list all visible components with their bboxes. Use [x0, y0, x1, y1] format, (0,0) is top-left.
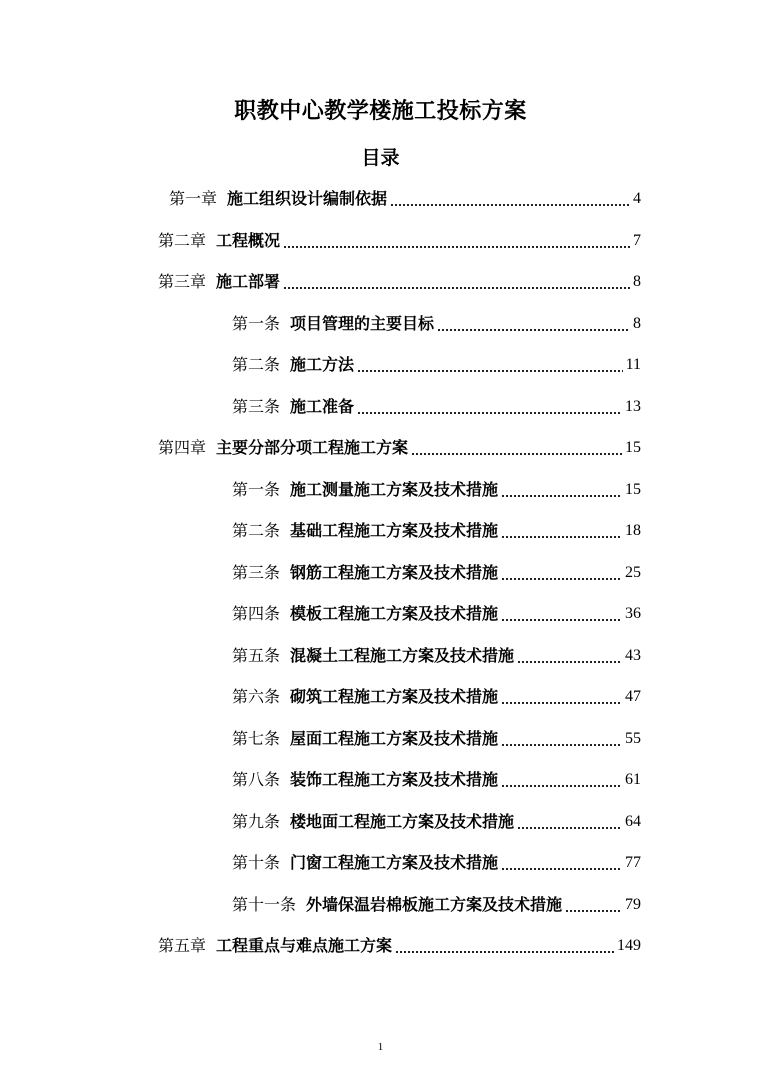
toc-entry-title: 外墙保温岩棉板施工方案及技术措施 — [306, 894, 563, 914]
toc-entry-title: 施工组织设计编制依据 — [227, 189, 388, 208]
toc-entry-page: 15 — [625, 480, 641, 498]
toc-entry-title: 砌筑工程施工方案及技术措施 — [290, 687, 499, 706]
toc-entry-number: 第十一条 — [232, 894, 297, 914]
toc-entry-number: 第八条 — [232, 770, 281, 789]
toc-entry[interactable] — [232, 722, 641, 750]
toc-entry-page: 47 — [625, 688, 641, 705]
toc-dot-leader — [501, 702, 622, 704]
toc-entry-number: 第四条 — [232, 604, 281, 623]
toc-entry-page: 7 — [633, 231, 641, 249]
toc-entry-page: 8 — [633, 273, 641, 290]
toc-entry-page: 149 — [617, 937, 641, 954]
toc-entry-page: 25 — [625, 563, 641, 581]
toc-entry-number: 第七条 — [232, 728, 281, 748]
toc-entry-number: 第五章 — [158, 936, 207, 955]
toc-entry-page: 4 — [633, 190, 641, 207]
toc-entry-number: 第一章 — [169, 189, 218, 208]
toc-entry[interactable] — [232, 514, 641, 542]
toc-entry-title: 施工部署 — [216, 272, 281, 291]
toc-dot-leader — [395, 951, 614, 953]
toc-entry-title: 楼地面工程施工方案及技术措施 — [290, 811, 515, 831]
toc-entry[interactable] — [232, 805, 641, 833]
toc-entry[interactable] — [232, 473, 641, 501]
toc-entry-number: 第二条 — [232, 355, 281, 374]
toc-entry-number: 第一条 — [232, 313, 281, 333]
toc-entry-page: 64 — [625, 812, 641, 830]
toc-entry-page: 43 — [625, 646, 641, 664]
toc-entry-page: 79 — [625, 895, 641, 913]
toc-dot-leader — [501, 536, 622, 538]
toc-entry-page: 77 — [625, 854, 641, 871]
toc-entry-title: 工程重点与难点施工方案 — [216, 936, 393, 955]
toc-dot-leader — [501, 619, 622, 621]
toc-entry[interactable] — [158, 224, 641, 252]
toc-dot-leader — [501, 495, 622, 497]
toc-dot-leader — [283, 287, 630, 289]
toc-entry-number: 第三章 — [158, 272, 207, 291]
toc-entry-title: 施工准备 — [290, 396, 355, 416]
toc-entry[interactable] — [232, 888, 641, 916]
toc-dot-leader — [517, 661, 622, 663]
toc-dot-leader — [501, 578, 622, 580]
toc-entry-title: 施工测量施工方案及技术措施 — [290, 479, 499, 499]
toc-entry-page: 13 — [625, 397, 641, 415]
toc-dot-leader — [501, 868, 622, 870]
toc-dot-leader — [283, 246, 630, 248]
toc-dot-leader — [437, 329, 630, 331]
toc-entry[interactable] — [232, 846, 641, 874]
toc-entry-page: 55 — [625, 729, 641, 747]
toc-dot-leader — [357, 412, 622, 414]
toc-entry[interactable] — [232, 556, 641, 584]
page-number: 1 — [377, 1041, 384, 1053]
page-title: 职教中心教学楼施工投标方案 — [234, 99, 527, 124]
toc-entry[interactable] — [158, 929, 641, 957]
toc-entry-page: 18 — [625, 522, 641, 539]
toc-entry-page: 36 — [625, 605, 641, 622]
toc-entry-title: 基础工程施工方案及技术措施 — [290, 521, 499, 540]
toc-heading: 目录 — [361, 147, 400, 169]
toc-entry-number: 第六条 — [232, 687, 281, 706]
toc-entry-title: 工程概况 — [216, 230, 281, 250]
toc-entry[interactable] — [158, 265, 641, 293]
toc-entry-title: 屋面工程施工方案及技术措施 — [290, 728, 499, 748]
toc-entry-title: 混凝土工程施工方案及技术措施 — [290, 645, 515, 665]
toc-entry-number: 第三条 — [232, 562, 281, 582]
toc-entry-page: 15 — [625, 439, 641, 456]
toc-entry-number: 第三条 — [232, 396, 281, 416]
toc-entry-title: 项目管理的主要目标 — [290, 313, 435, 333]
toc-entry-number: 第二条 — [232, 521, 281, 540]
toc-dot-leader — [357, 370, 623, 372]
toc-entry[interactable] — [232, 639, 641, 667]
toc-entry[interactable] — [158, 431, 641, 459]
toc-entry-number: 第九条 — [232, 811, 281, 831]
toc-entry-page: 8 — [633, 314, 641, 332]
toc-entry-number: 第二章 — [158, 230, 207, 250]
toc-entry-title: 门窗工程施工方案及技术措施 — [290, 853, 499, 872]
toc-dot-leader — [501, 785, 622, 787]
toc-entry-number: 第十条 — [232, 853, 281, 872]
toc-entry[interactable] — [232, 390, 641, 418]
toc-entry-title: 模板工程施工方案及技术措施 — [290, 604, 499, 623]
toc-dot-leader — [565, 910, 622, 912]
toc-entry[interactable] — [232, 307, 641, 335]
toc-entry-number: 第四章 — [158, 438, 207, 457]
toc-dot-leader — [501, 744, 622, 746]
toc-entry-title: 钢筋工程施工方案及技术措施 — [290, 562, 499, 582]
toc-entry-number: 第五条 — [232, 645, 281, 665]
toc-entry-number: 第一条 — [232, 479, 281, 499]
toc-entry-page: 61 — [625, 771, 641, 788]
toc-entry[interactable] — [169, 182, 641, 210]
toc-entry-page: 11 — [625, 356, 641, 373]
toc-entry[interactable] — [232, 763, 641, 791]
toc-dot-leader — [411, 453, 622, 455]
toc-entry-title: 装饰工程施工方案及技术措施 — [290, 770, 499, 789]
toc-entry-title: 施工方法 — [290, 355, 355, 374]
toc-entry[interactable] — [232, 348, 641, 376]
toc-entry[interactable] — [232, 597, 641, 625]
toc-entry[interactable] — [232, 680, 641, 708]
toc-entry-title: 主要分部分项工程施工方案 — [216, 438, 409, 457]
toc-dot-leader — [517, 827, 622, 829]
toc-dot-leader — [390, 204, 630, 206]
